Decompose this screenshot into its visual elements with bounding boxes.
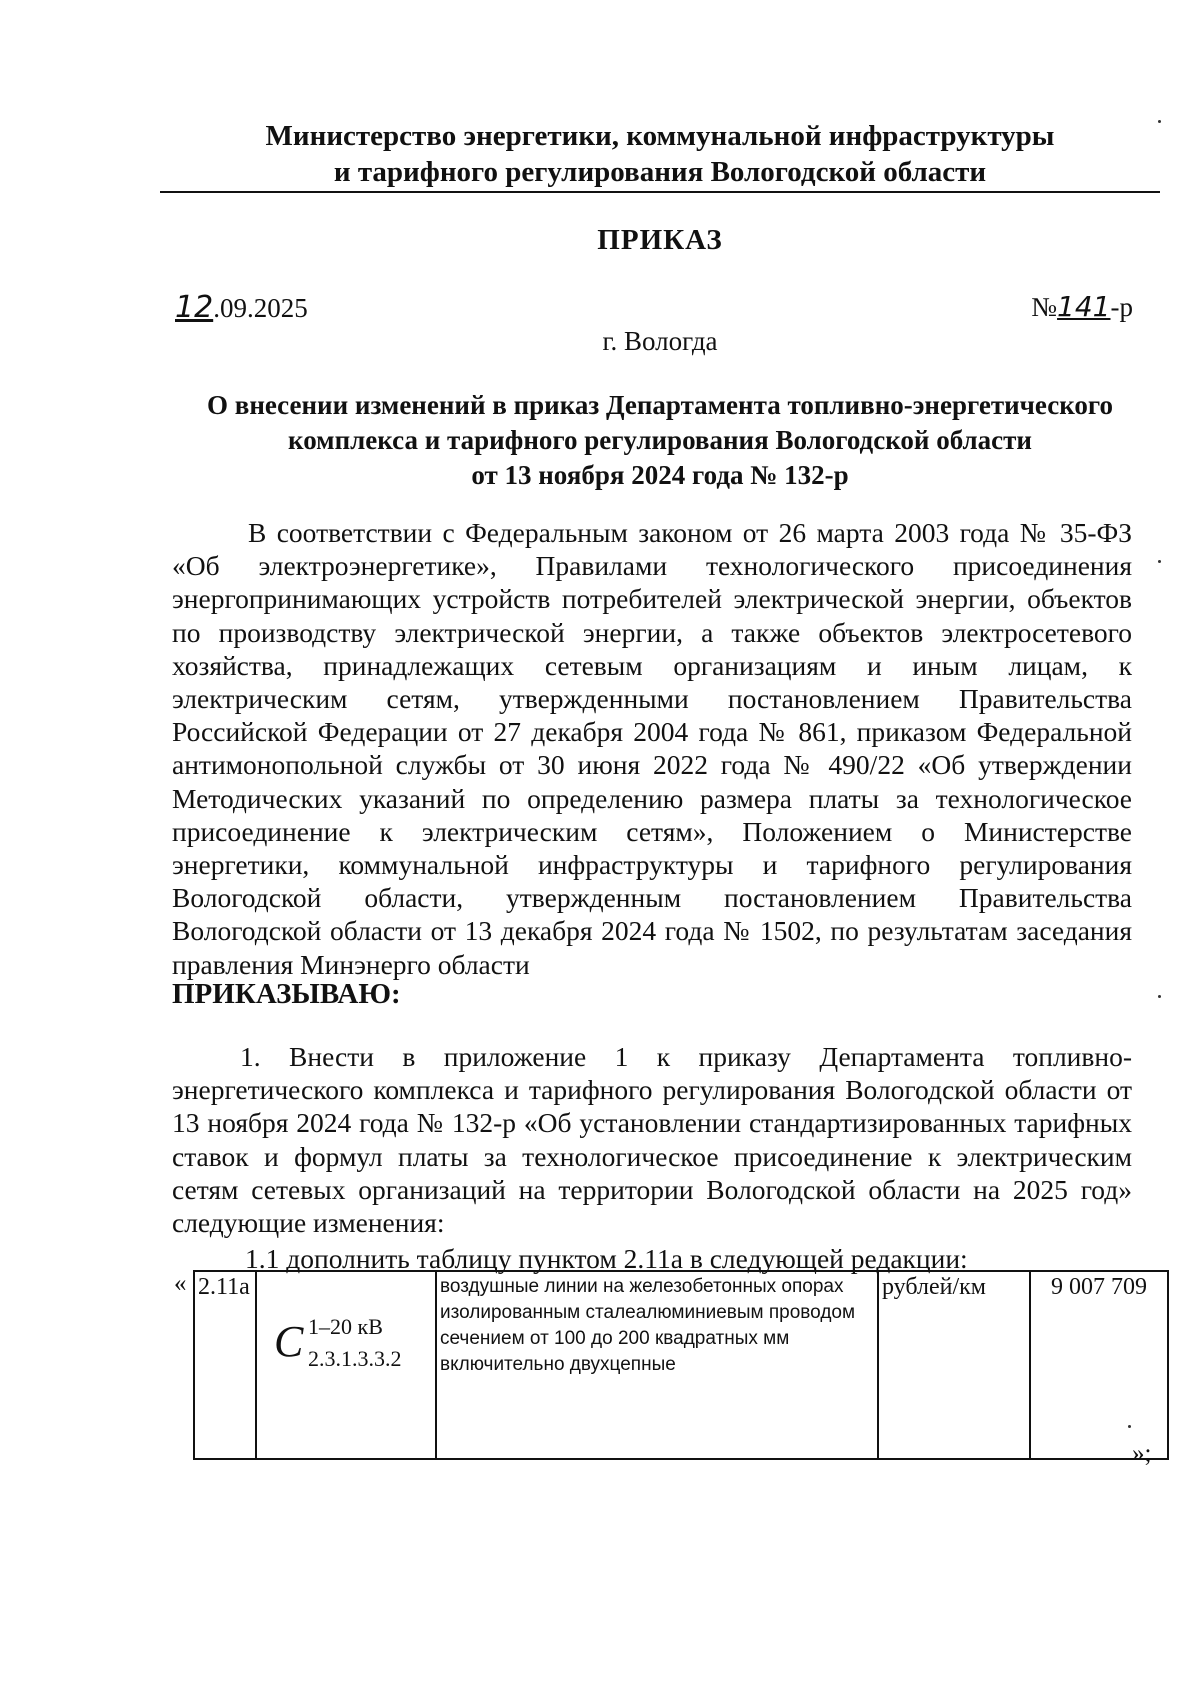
quote-open: «: [174, 1270, 187, 1297]
order-subject: [160, 388, 1160, 493]
unit-cell: рублей/км: [878, 1271, 1030, 1459]
value-cell: 9 007 709: [1030, 1271, 1168, 1459]
number-suffix: -р: [1110, 292, 1133, 322]
formula-cell: [256, 1271, 436, 1459]
table-row: [194, 1271, 1168, 1459]
item-1-1-paragraph: 1.1 дополнить таблицу пунктом 2.11а в следующей редакции:: [245, 1243, 968, 1274]
order-word: ПРИКАЗЫВАЮ:: [172, 978, 401, 1010]
formula-letter: C: [274, 1317, 304, 1366]
tariff-formula: [274, 1316, 432, 1376]
scan-speck: [1158, 995, 1161, 998]
preamble-paragraph: В соответствии с Федеральным законом от 26 марта 2003 года № 35-ФЗ «Об электроэнергетике», Правилами технологического присоединения энергопринимающих устройств потребителей электрической энергии, объектов по производству электрической энергии, а также объектов электросетевого хозяйства, принадлежащих сетевым организациям и иным лицам, к электрическим сетям, утвержденными постановлением Правительства Российской Федерации от 27 декабря 2004 года № 861, приказом Федеральной антимонопольной службы от 30 июня 2022 года № 490/22 «Об утверждении Методических указаний по определению размера платы за технологическое присоединение к электрическим сетям», Положением о Министерстве энергетики, коммунальной инфраструктуры и тарифного регулирования Вологодской области, утвержденным постановлением Правительства Вологодской области от 13 декабря 2024 года № 1502, по результатам заседания правления Минэнерго области: [172, 517, 1132, 980]
date-handwritten-day: 12: [175, 290, 214, 325]
city: г. Вологда: [602, 326, 718, 356]
tariff-table: [193, 1270, 1169, 1460]
quote-close: »;: [1132, 1440, 1152, 1467]
number-handwritten: 141: [1057, 290, 1111, 323]
ministry-header: [160, 118, 1160, 190]
header-divider: [160, 191, 1160, 193]
date-rest: .09.2025: [213, 293, 308, 323]
description-cell: воздушные линии на железобетонных опорах изолированным сталеалюминиевым проводом сечением от 100 до 200 квадратных мм включительно двухцепные: [436, 1271, 878, 1459]
scan-speck: [1128, 1425, 1131, 1428]
formula-subscript: 2.3.1.3.3.2: [308, 1346, 402, 1371]
scan-speck: [1158, 120, 1161, 123]
ministry-header-line2: и тарифного регулирования Вологодской области: [333, 156, 987, 188]
row-number-cell: 2.11а: [194, 1271, 256, 1459]
item-1-paragraph: 1. Внести в приложение 1 к приказу Департамента топливно-энергетического комплекса и тарифного регулирования Вологодской области от 13 ноября 2024 года № 132-р «Об установлении стандартизированных тарифных ставок и формул платы за технологическое присоединение к электрическим сетям сетевых организаций на территории Вологодской области на 2025 год» следующие изменения:: [172, 1041, 1132, 1239]
subject-line2: комплекса и тарифного регулирования Вологодской области: [288, 425, 1032, 455]
order-date: [175, 290, 308, 325]
subject-line1: О внесении изменений в приказ Департамента топливно-энергетического: [206, 390, 1113, 420]
subject-line3: от 13 ноября 2024 года № 132-р: [471, 460, 849, 490]
scan-speck: [1158, 560, 1161, 563]
number-prefix: №: [1031, 292, 1058, 322]
order-number: [1031, 290, 1133, 323]
ministry-header-line1: Министерство энергетики, коммунальной инфраструктуры: [265, 120, 1055, 152]
formula-superscript: 1–20 кВ: [308, 1314, 383, 1339]
document-title: ПРИКАЗ: [597, 224, 723, 256]
